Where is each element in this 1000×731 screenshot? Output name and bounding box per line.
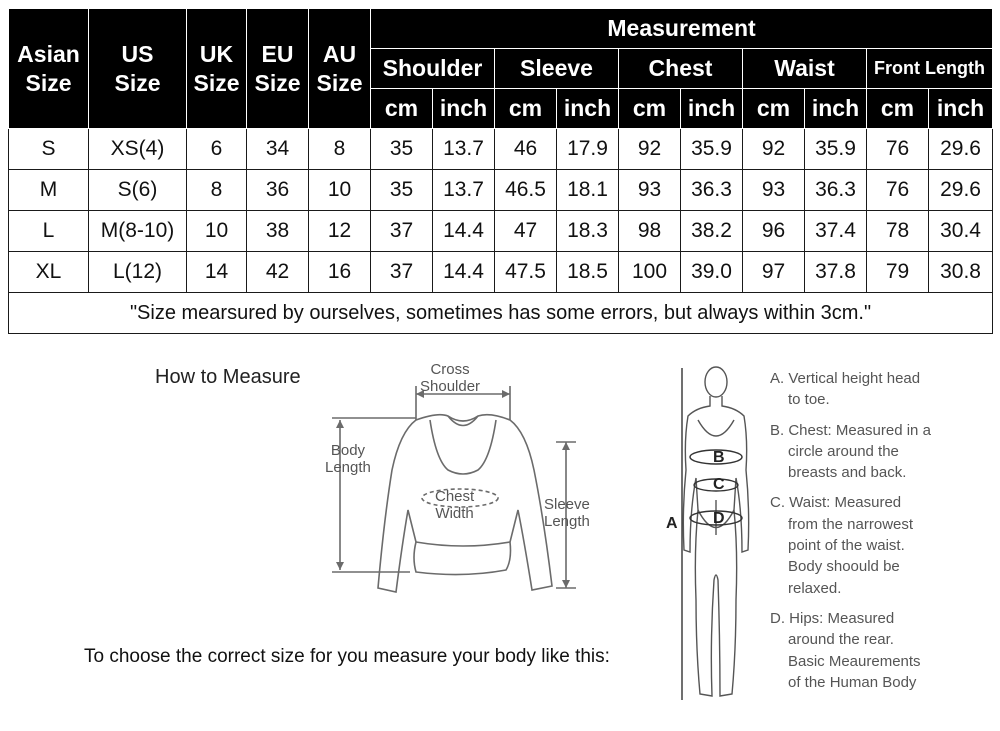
table-cell: S: [9, 129, 89, 170]
table-cell: 79: [867, 252, 929, 293]
garment-diagram: [320, 360, 640, 610]
unit-inch: inch: [929, 89, 993, 129]
header-asian-size: Asian Size: [9, 9, 89, 129]
unit-cm: cm: [619, 89, 681, 129]
definition-line: relaxed.: [788, 579, 842, 597]
table-cell: 35: [371, 170, 433, 211]
table-cell: 13.7: [433, 170, 495, 211]
definition-first-line: A. Vertical height head: [770, 370, 921, 387]
table-cell: L: [9, 211, 89, 252]
definition-line: Body shoould be: [788, 558, 900, 576]
table-cell: 35.9: [805, 129, 867, 170]
table-cell: 38.2: [681, 211, 743, 252]
table-cell: 35: [371, 129, 433, 170]
table-cell: 37.8: [805, 252, 867, 293]
header-uk-size: UK Size: [187, 9, 247, 129]
definition-line: to toe.: [788, 391, 830, 409]
chest-width-label: Chest Width: [435, 488, 475, 522]
definition-line: point of the waist.: [788, 537, 905, 555]
unit-cm: cm: [867, 89, 929, 129]
table-cell: 42: [247, 252, 309, 293]
definition-line: breasts and back.: [788, 464, 907, 482]
definition-first-line: B. Chest: Measured in a: [770, 421, 931, 439]
table-cell: 93: [743, 170, 805, 211]
table-cell: 8: [309, 129, 371, 170]
table-cell: L(12): [89, 252, 187, 293]
table-cell: 10: [309, 170, 371, 211]
table-cell: 30.8: [929, 252, 993, 293]
definition-line: around the rear.: [788, 631, 894, 649]
table-row: [9, 170, 993, 211]
body-letter-a: A: [666, 515, 678, 532]
definition-line: circle around the: [788, 442, 899, 460]
definition-item: [770, 420, 995, 484]
table-cell: 6: [187, 129, 247, 170]
table-cell: 37: [371, 211, 433, 252]
sleeve-length-label: Sleeve Length: [544, 496, 590, 530]
definition-first-line: D. Hips: Measured: [770, 609, 895, 627]
table-cell: 76: [867, 170, 929, 211]
table-cell: 16: [309, 252, 371, 293]
definition-line: Basic Meaurements: [788, 652, 921, 670]
table-cell: 47.5: [495, 252, 557, 293]
table-cell: S(6): [89, 170, 187, 211]
table-cell: 35.9: [681, 129, 743, 170]
table-cell: 18.3: [557, 211, 619, 252]
unit-cm: cm: [495, 89, 557, 129]
definition-item: [770, 492, 995, 598]
table-cell: 46: [495, 129, 557, 170]
table-row: [9, 211, 993, 252]
table-cell: 18.5: [557, 252, 619, 293]
table-cell: 96: [743, 211, 805, 252]
table-cell: 100: [619, 252, 681, 293]
table-cell: 18.1: [557, 170, 619, 211]
header-us-size: US Size: [89, 9, 187, 129]
table-cell: 17.9: [557, 129, 619, 170]
body-diagram: [668, 360, 768, 710]
table-cell: 39.0: [681, 252, 743, 293]
header-front-length: Front Length: [867, 49, 993, 89]
table-cell: 37.4: [805, 211, 867, 252]
table-cell: 46.5: [495, 170, 557, 211]
table-cell: 36: [247, 170, 309, 211]
unit-inch: inch: [805, 89, 867, 129]
header-chest: Chest: [619, 49, 743, 89]
table-cell: 10: [187, 211, 247, 252]
table-cell: 76: [867, 129, 929, 170]
table-cell: M: [9, 170, 89, 211]
definition-first-line: C. Waist: Measured: [770, 494, 902, 512]
table-cell: 92: [743, 129, 805, 170]
table-cell: 29.6: [929, 170, 993, 211]
size-chart-table: [8, 8, 993, 334]
table-cell: M(8-10): [89, 211, 187, 252]
header-sleeve: Sleeve: [495, 49, 619, 89]
table-row: [9, 129, 993, 170]
body-letter-d: D: [713, 510, 725, 527]
how-to-measure-title: How to Measure: [155, 366, 301, 388]
definition-line: of the Human Body: [788, 673, 917, 691]
unit-inch: inch: [433, 89, 495, 129]
table-cell: 78: [867, 211, 929, 252]
garment-illustration: [320, 360, 640, 610]
table-cell: 29.6: [929, 129, 993, 170]
table-cell: XL: [9, 252, 89, 293]
table-cell: 47: [495, 211, 557, 252]
body-letter-c: C: [713, 476, 725, 493]
definition-line: from the narrowest: [788, 515, 914, 533]
table-cell: 37: [371, 252, 433, 293]
table-cell: 8: [187, 170, 247, 211]
table-cell: 14: [187, 252, 247, 293]
table-cell: XS(4): [89, 129, 187, 170]
definition-item: [770, 608, 995, 693]
table-cell: 14.4: [433, 252, 495, 293]
body-length-label: Body Length: [325, 442, 371, 476]
table-cell: 13.7: [433, 129, 495, 170]
header-au-size: AU Size: [309, 9, 371, 129]
choose-size-instruction: To choose the correct size for you measure your body like this:: [84, 646, 610, 667]
table-cell: 98: [619, 211, 681, 252]
table-cell: 30.4: [929, 211, 993, 252]
header-measurement: Measurement: [371, 9, 993, 49]
human-body-illustration: [668, 360, 768, 710]
measurement-definitions: [770, 368, 995, 702]
table-cell: 36.3: [681, 170, 743, 211]
table-cell: 14.4: [433, 211, 495, 252]
header-shoulder: Shoulder: [371, 49, 495, 89]
table-cell: 12: [309, 211, 371, 252]
cross-shoulder-label: Cross Shoulder: [420, 361, 481, 395]
table-cell: 34: [247, 129, 309, 170]
unit-cm: cm: [371, 89, 433, 129]
table-cell: 38: [247, 211, 309, 252]
definition-item: [770, 368, 995, 411]
unit-inch: inch: [681, 89, 743, 129]
table-cell: 36.3: [805, 170, 867, 211]
table-cell: 97: [743, 252, 805, 293]
header-eu-size: EU Size: [247, 9, 309, 129]
body-letter-b: B: [713, 449, 725, 466]
table-row: [9, 252, 993, 293]
measurement-note: "Size mearsured by ourselves, sometimes has some errors, but always within 3cm.": [9, 293, 993, 334]
header-waist: Waist: [743, 49, 867, 89]
unit-inch: inch: [557, 89, 619, 129]
table-row-note: [9, 293, 993, 334]
unit-cm: cm: [743, 89, 805, 129]
table-cell: 92: [619, 129, 681, 170]
table-cell: 93: [619, 170, 681, 211]
size-table-body: [9, 129, 993, 334]
